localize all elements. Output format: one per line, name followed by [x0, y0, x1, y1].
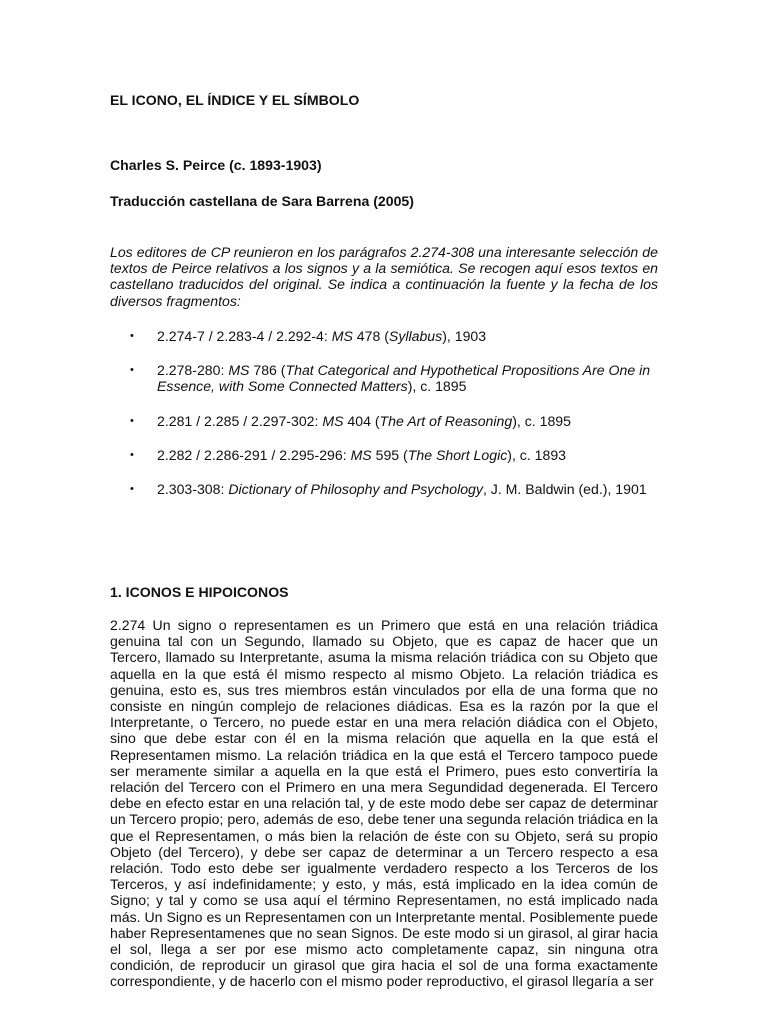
- source-date: ), c. 1893: [507, 446, 567, 463]
- source-work-title: The Art of Reasoning: [379, 412, 513, 429]
- source-date: , J. M. Baldwin (ed.), 1901: [482, 481, 647, 498]
- source-refs: 2.281 / 2.285 / 2.297-302:: [157, 412, 323, 429]
- source-ms: MS: [322, 412, 344, 429]
- document-title: EL ICONO, EL ÍNDICE Y EL SÍMBOLO: [110, 92, 360, 108]
- bullet-icon: •: [130, 414, 134, 427]
- bullet-icon: •: [130, 330, 134, 342]
- source-work-title: Dictionary of Philosophy and Psychology: [228, 481, 483, 498]
- translation-credit: Traducción castellana de Sara Barrena (2005): [110, 193, 414, 209]
- source-refs: 2.282 / 2.286-291 / 2.295-296:: [157, 446, 351, 463]
- section-heading: 1. ICONOS E HIPOICONOS: [110, 584, 289, 600]
- body-paragraph: 2.274 Un signo o representamen es un Primero que está en una relación triádica genuina tal con un Segundo, llamado su Objeto, que es capaz de hacer que un Tercero, llamado su Interpretante, asuma la misma relación triádica con su Objeto que aquella en la que está él mismo respecto al mismo Objeto. La relación triádica es genuina, esto es, sus tres miembros están vinculados por ella de una forma que no consiste en ningún complejo de relaciones diádicas. Esa es la razón por la que el Interpretante, o Tercero, no puede estar en una mera relación diádica con el Objeto, sino que debe estar con él en la misma relación que aquella en la que está el Representamen mismo. La relación triádica en la que está el Tercero tampoco puede ser meramente similar a aquella en la que está el Primero, pues esto convertiría la relación del Tercero con el Primero en una mera Segundidad degenerada. El Tercero debe en efecto estar en una relación tal, y de este modo debe ser capaz de determinar un Tercero propio; pero, además de eso, debe tener una segunda relación triádica en la que el Representamen, o más bien la relación de éste con su Objeto, será su propio Objeto (del Tercero), y debe ser capaz de determinar a un Tercero respecto a esa relación. Todo esto debe ser igualmente verdadero respecto a los Terceros de los Terceros, y así indefinidamente; y esto, y más, está implicado en la idea común de Signo; y tal y como se usa aquí el término Representamen, no está implicado nada más. Un Signo es un Representamen con un Interpretante mental. Posiblemente puede haber Representamenes que no sean Signos. De este modo si un girasol, al girar hacia el sol, llega a ser por ese mismo acto completamente capaz, sin ninguna otra condición, de reproducir un girasol que gira hacia el sol de una forma exactamente correspondiente, y de hacerlo con el mismo poder reproductivo, el girasol llegaría a ser: [110, 617, 658, 990]
- source-date: ), c. 1895: [512, 412, 571, 429]
- source-ms: MS: [331, 328, 353, 344]
- source-item: [110, 413, 658, 429]
- source-ms-number: 404 (: [343, 412, 380, 429]
- source-refs: 2.278-280:: [157, 362, 229, 379]
- intro-paragraph: Los editores de CP reunieron en los parágrafos 2.274-308 una interesante selección de textos de Peirce relativos a los signos y a la semiótica. Se recogen aquí esos textos en castellano traducidos del original. Se indica a continuación la fuente y la fecha de los diversos fragmentos:: [110, 244, 658, 309]
- source-date: ), 1903: [442, 328, 487, 344]
- source-refs: 2.274-7 / 2.283-4 / 2.292-4:: [157, 328, 332, 344]
- source-ms-number: 595 (: [371, 446, 408, 463]
- source-ms-number: 478 (: [352, 328, 389, 344]
- source-work-title: Syllabus: [388, 328, 443, 344]
- source-ms: MS: [228, 362, 250, 379]
- source-item: [110, 362, 658, 394]
- bullet-icon: •: [130, 448, 134, 461]
- source-ms-number: 786 (: [249, 362, 286, 379]
- bullet-icon: •: [130, 364, 134, 377]
- source-work-title: The Short Logic: [407, 446, 508, 463]
- author-line: Charles S. Peirce (c. 1893-1903): [110, 157, 322, 173]
- source-work-title: That Categorical and Hypothetical Propositions Are One in Essence, with Some Connected Matters: [157, 362, 651, 395]
- source-item: [110, 481, 658, 497]
- source-item: [110, 447, 658, 463]
- source-refs: 2.303-308:: [157, 481, 229, 498]
- source-date: ), c. 1895: [407, 378, 467, 395]
- source-list: [110, 328, 658, 515]
- source-item: [110, 328, 658, 344]
- source-ms: MS: [350, 446, 372, 463]
- bullet-icon: •: [130, 483, 134, 496]
